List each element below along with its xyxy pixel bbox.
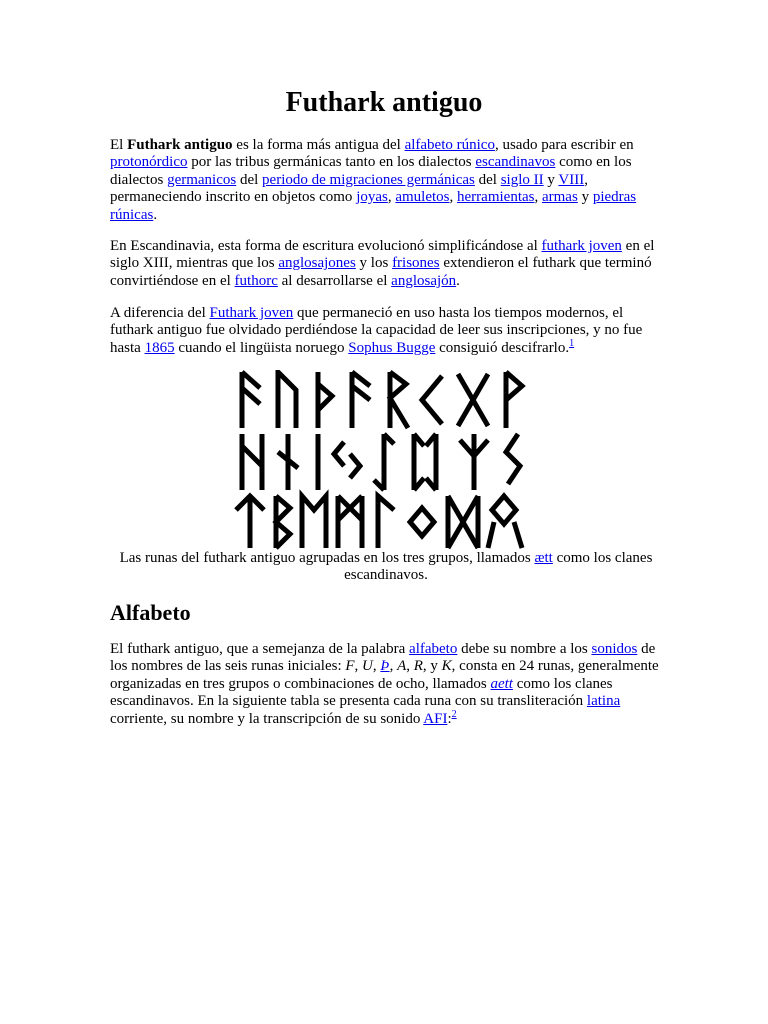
link-aett[interactable]: ætt	[534, 550, 553, 566]
rune-berkanan	[276, 496, 290, 548]
link-siglo-ii[interactable]: siglo II	[500, 171, 544, 188]
link-anglosajones[interactable]: anglosajones	[278, 255, 356, 272]
rune-letter: U	[362, 658, 373, 675]
link-joyas[interactable]: joyas	[356, 189, 388, 206]
text: al desarrollarse el	[277, 272, 392, 289]
rune-jera	[334, 442, 360, 478]
link-sonidos[interactable]: sonidos	[591, 641, 638, 657]
rune-ansuz	[352, 372, 370, 428]
link-germanicos[interactable]: germanicos	[167, 171, 237, 188]
text: ,	[449, 189, 458, 206]
link-afi[interactable]: AFI	[423, 710, 448, 727]
link-protonordico[interactable]: protonórdico	[110, 154, 188, 171]
text: ,	[534, 189, 542, 206]
text: .	[456, 272, 460, 289]
decipherment-paragraph	[110, 305, 662, 357]
rune-laguz	[378, 496, 394, 548]
text: como en los dialectos	[110, 154, 632, 188]
text: como los clanes escandinavos.	[344, 550, 653, 584]
link-alfabeto-runico[interactable]: alfabeto rúnico	[404, 137, 495, 153]
rune-hagalaz	[242, 434, 262, 490]
rune-eihwaz	[374, 434, 394, 490]
rune-letter: R	[413, 658, 423, 675]
page-title: Futhark antiguo	[285, 87, 483, 118]
rune-perth	[414, 434, 436, 490]
text: Las runas del futhark antiguo agrupadas en los tres grupos, llamados	[119, 550, 535, 566]
rune-thurisaz	[318, 372, 332, 428]
footnote-1-link[interactable]: 1	[569, 337, 575, 349]
rune-wunjo	[506, 372, 522, 428]
link-aett-2[interactable]: aett	[490, 675, 513, 692]
link-piedras-runicas[interactable]: piedras rúnicas	[110, 189, 637, 223]
text: y	[543, 171, 559, 188]
footnote-2-link[interactable]: 2	[451, 708, 457, 720]
text: por las tribus germánicas tanto en los dialectos	[187, 154, 476, 171]
link-alfabeto[interactable]: alfabeto	[409, 641, 458, 657]
text: y los	[355, 255, 393, 272]
figure-caption	[110, 550, 662, 585]
text: y	[577, 189, 593, 206]
rune-othala	[488, 496, 522, 548]
link-latina[interactable]: latina	[586, 693, 621, 710]
evolution-paragraph	[110, 238, 662, 290]
text: ,	[406, 658, 414, 675]
link-thorn[interactable]: Þ	[380, 658, 390, 675]
text: , usado para escribir en	[494, 137, 634, 153]
link-1865[interactable]: 1865	[144, 339, 175, 356]
runes-image	[232, 370, 532, 550]
text: A diferencia del	[110, 305, 210, 321]
link-periodo-migraciones[interactable]: periodo de migraciones germánicas	[262, 171, 475, 188]
text: debe su nombre a los	[457, 641, 592, 657]
link-futhark-joven[interactable]: futhark joven	[541, 238, 622, 254]
rune-letter: A	[397, 658, 407, 675]
rune-letter: F	[345, 658, 355, 675]
text: ,	[354, 658, 363, 675]
text: corriente, su nombre y la transcripción de su sonido	[110, 710, 424, 727]
rune-raido	[390, 372, 408, 428]
text: cuando el lingüista noruego	[174, 339, 349, 356]
link-armas[interactable]: armas	[541, 189, 578, 206]
link-escandinavos[interactable]: escandinavos	[475, 154, 556, 171]
link-herramientas[interactable]: herramientas	[457, 189, 535, 206]
link-futhorc[interactable]: futhorc	[234, 272, 278, 289]
text: es la forma más antigua del	[232, 137, 405, 153]
text: que permaneció en uso hasta los tiempos modernos, el futhark antiguo fue olvidado perdiéndose la capacidad de leer sus inscripciones, y no fue hasta	[110, 305, 643, 356]
text: , permaneciendo inscrito en objetos como	[110, 171, 588, 206]
text: en el siglo XIII, mientras que los	[110, 238, 655, 272]
text: El futhark antiguo, que a semejanza de la palabra	[110, 641, 410, 657]
rune-dagaz	[448, 496, 478, 548]
text: consiguió descifrarlo.	[435, 339, 570, 356]
text: En Escandinavia, esta forma de escritura evolucionó simplificándose al	[110, 238, 542, 254]
text: del	[474, 171, 501, 188]
text: , consta en 24 runas, generalmente organizadas en tres grupos o combinaciones de ocho, llamados	[110, 658, 659, 692]
rune-tiwaz	[236, 496, 264, 548]
link-anglosajon[interactable]: anglosajón	[391, 272, 457, 289]
rune-letter: K	[441, 658, 452, 675]
text: de los nombres de las seis runas iniciales:	[110, 641, 656, 675]
rune-ingwaz	[410, 508, 434, 536]
rune-algiz	[460, 434, 488, 490]
text: ,	[387, 189, 396, 206]
intro-paragraph	[110, 137, 662, 224]
link-frisones[interactable]: frisones	[392, 255, 440, 272]
rune-sowilo	[506, 434, 520, 484]
text: extendieron el futhark que terminó convirtiéndose en el	[110, 255, 652, 289]
text: , y	[422, 658, 442, 675]
text: El	[110, 137, 128, 153]
text: :	[447, 710, 452, 727]
text: ,	[389, 658, 398, 675]
rune-naudiz	[278, 434, 298, 490]
rune-gebo	[458, 374, 488, 426]
rune-mannaz	[338, 496, 362, 548]
link-viii[interactable]: VIII	[558, 171, 585, 188]
link-sophus-bugge[interactable]: Sophus Bugge	[348, 339, 436, 356]
text: como los clanes escandinavos. En la siguiente tabla se presenta cada runa con su transliteración	[110, 675, 613, 710]
rune-kaunan	[422, 376, 442, 424]
text: del	[236, 171, 263, 188]
rune-ehwaz	[302, 496, 326, 548]
rune-fehu	[242, 372, 260, 428]
alphabet-paragraph	[110, 641, 662, 728]
text: .	[153, 206, 158, 223]
link-futhark-joven-2[interactable]: Futhark joven	[209, 305, 294, 321]
bold-term: Futhark antiguo	[127, 137, 233, 153]
link-amuletos[interactable]: amuletos	[395, 189, 450, 206]
text: ,	[372, 658, 381, 675]
section-heading-alfabeto: Alfabeto	[110, 600, 191, 625]
rune-uruz	[278, 372, 296, 428]
